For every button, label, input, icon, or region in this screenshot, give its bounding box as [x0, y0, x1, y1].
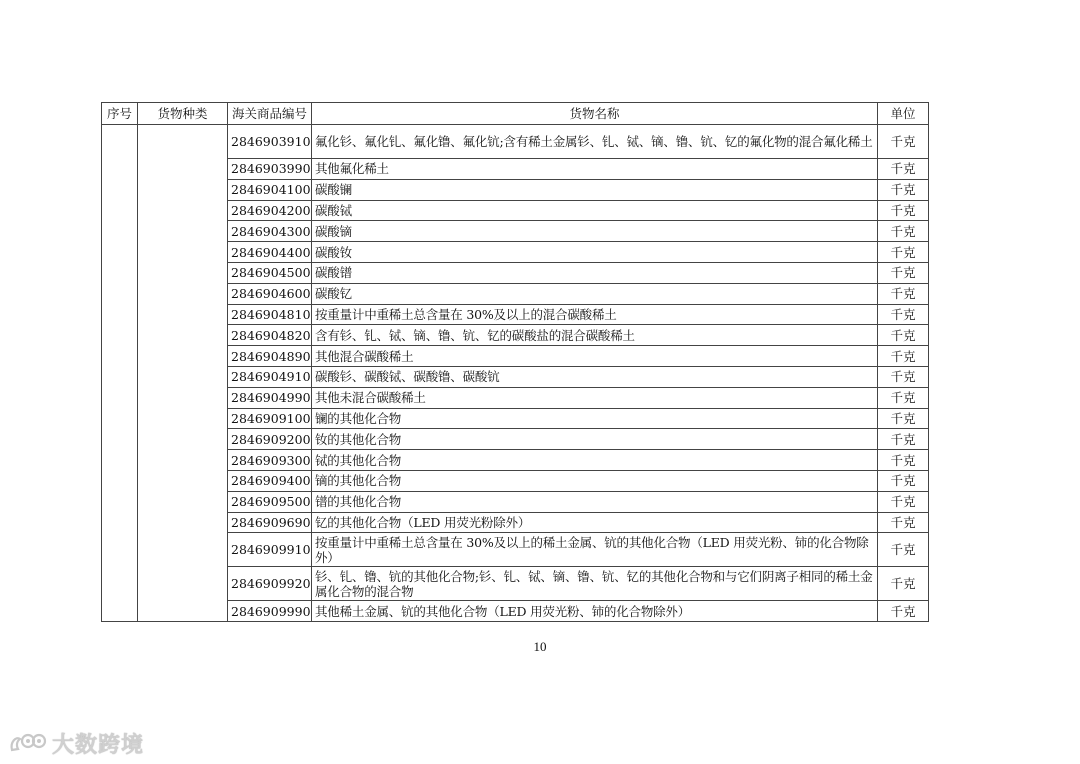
- hs-code-cell: 2846904400: [228, 242, 312, 263]
- page-number: 10: [533, 639, 547, 654]
- hs-code-cell: 2846904910: [228, 366, 312, 387]
- goods-name-cell: 碳酸镝: [312, 221, 878, 242]
- hs-code-cell: 2846909200: [228, 429, 312, 450]
- hs-code-cell: 2846903910: [228, 125, 312, 159]
- goods-name-cell: 碳酸镨: [312, 262, 878, 283]
- hs-code-cell: 2846909910: [228, 533, 312, 567]
- unit-cell: 千克: [878, 387, 929, 408]
- unit-cell: 千克: [878, 429, 929, 450]
- unit-cell: 千克: [878, 450, 929, 471]
- hs-code-cell: 2846904200: [228, 200, 312, 221]
- unit-cell: 千克: [878, 533, 929, 567]
- hs-code-cell: 2846904820: [228, 325, 312, 346]
- brand-logo-icon: [8, 730, 48, 756]
- watermark-text: 大数跨境: [52, 732, 145, 758]
- hs-code-cell: 2846904500: [228, 262, 312, 283]
- unit-cell: 千克: [878, 304, 929, 325]
- header-hs-code: 海关商品编号: [228, 103, 312, 125]
- header-unit: 单位: [878, 103, 929, 125]
- goods-name-cell: 碳酸镧: [312, 179, 878, 200]
- goods-name-cell: 碳酸铽: [312, 200, 878, 221]
- goods-name-cell: 钕的其他化合物: [312, 429, 878, 450]
- header-row: [102, 103, 929, 125]
- hs-code-cell: 2846904890: [228, 346, 312, 367]
- goods-name-cell: 钐、钆、镥、钪的其他化合物;钐、钆、铽、镝、镥、钪、钇的其他化合物和与它们阴离子相同的稀土金属化合物的混合物: [312, 567, 878, 601]
- goods-name-cell: 碳酸钇: [312, 283, 878, 304]
- unit-cell: 千克: [878, 325, 929, 346]
- hs-code-cell: 2846909690: [228, 512, 312, 533]
- unit-cell: 千克: [878, 125, 929, 159]
- unit-cell: 千克: [878, 221, 929, 242]
- unit-cell: 千克: [878, 283, 929, 304]
- unit-cell: 千克: [878, 346, 929, 367]
- hs-code-cell: 2846904810: [228, 304, 312, 325]
- unit-cell: 千克: [878, 491, 929, 512]
- unit-cell: 千克: [878, 179, 929, 200]
- goods-name-cell: 镝的其他化合物: [312, 470, 878, 491]
- table-row: [102, 125, 929, 159]
- goods-name-cell: 碳酸钐、碳酸铽、碳酸镥、碳酸钪: [312, 366, 878, 387]
- goods-name-cell: 其他混合碳酸稀土: [312, 346, 878, 367]
- hs-code-cell: 2846909400: [228, 470, 312, 491]
- unit-cell: 千克: [878, 408, 929, 429]
- watermark: [8, 728, 144, 758]
- hs-code-cell: 2846909990: [228, 601, 312, 622]
- hs-code-cell: 2846904990: [228, 387, 312, 408]
- goods-table: [101, 102, 929, 622]
- header-index: 序号: [102, 103, 138, 125]
- goods-name-cell: 氟化钐、氟化钆、氟化镥、氟化钪;含有稀土金属钐、钆、铽、镝、镥、钪、钇的氟化物的混合氟化稀土: [312, 125, 878, 159]
- header-goods-name: 货物名称: [312, 103, 878, 125]
- unit-cell: 千克: [878, 567, 929, 601]
- hs-code-cell: 2846903990: [228, 159, 312, 180]
- hs-code-cell: 2846909100: [228, 408, 312, 429]
- unit-cell: 千克: [878, 366, 929, 387]
- goods-name-cell: 其他氟化稀土: [312, 159, 878, 180]
- unit-cell: 千克: [878, 470, 929, 491]
- goods-name-cell: 碳酸钕: [312, 242, 878, 263]
- hs-code-cell: 2846904100: [228, 179, 312, 200]
- goods-name-cell: 按重量计中重稀土总含量在 30%及以上的混合碳酸稀土: [312, 304, 878, 325]
- table-header: [102, 103, 929, 125]
- hs-code-cell: 2846909500: [228, 491, 312, 512]
- goods-name-cell: 其他稀土金属、钪的其他化合物（LED 用荧光粉、铈的化合物除外）: [312, 601, 878, 622]
- unit-cell: 千克: [878, 200, 929, 221]
- goods-name-cell: 其他未混合碳酸稀土: [312, 387, 878, 408]
- hs-code-cell: 2846904600: [228, 283, 312, 304]
- table-body: [102, 125, 929, 622]
- header-category: 货物种类: [138, 103, 228, 125]
- unit-cell: 千克: [878, 242, 929, 263]
- hs-code-cell: 2846904300: [228, 221, 312, 242]
- unit-cell: 千克: [878, 601, 929, 622]
- hs-code-cell: 2846909920: [228, 567, 312, 601]
- unit-cell: 千克: [878, 512, 929, 533]
- goods-name-cell: 含有钐、钆、铽、镝、镥、钪、钇的碳酸盐的混合碳酸稀土: [312, 325, 878, 346]
- goods-name-cell: 镧的其他化合物: [312, 408, 878, 429]
- hs-code-cell: 2846909300: [228, 450, 312, 471]
- category-cell: [138, 125, 228, 622]
- unit-cell: 千克: [878, 159, 929, 180]
- goods-name-cell: 钇的其他化合物（LED 用荧光粉除外）: [312, 512, 878, 533]
- goods-name-cell: 按重量计中重稀土总含量在 30%及以上的稀土金属、钪的其他化合物（LED 用荧光粉、铈的化合物除外）: [312, 533, 878, 567]
- unit-cell: 千克: [878, 262, 929, 283]
- goods-name-cell: 铽的其他化合物: [312, 450, 878, 471]
- goods-name-cell: 镨的其他化合物: [312, 491, 878, 512]
- index-cell: [102, 125, 138, 622]
